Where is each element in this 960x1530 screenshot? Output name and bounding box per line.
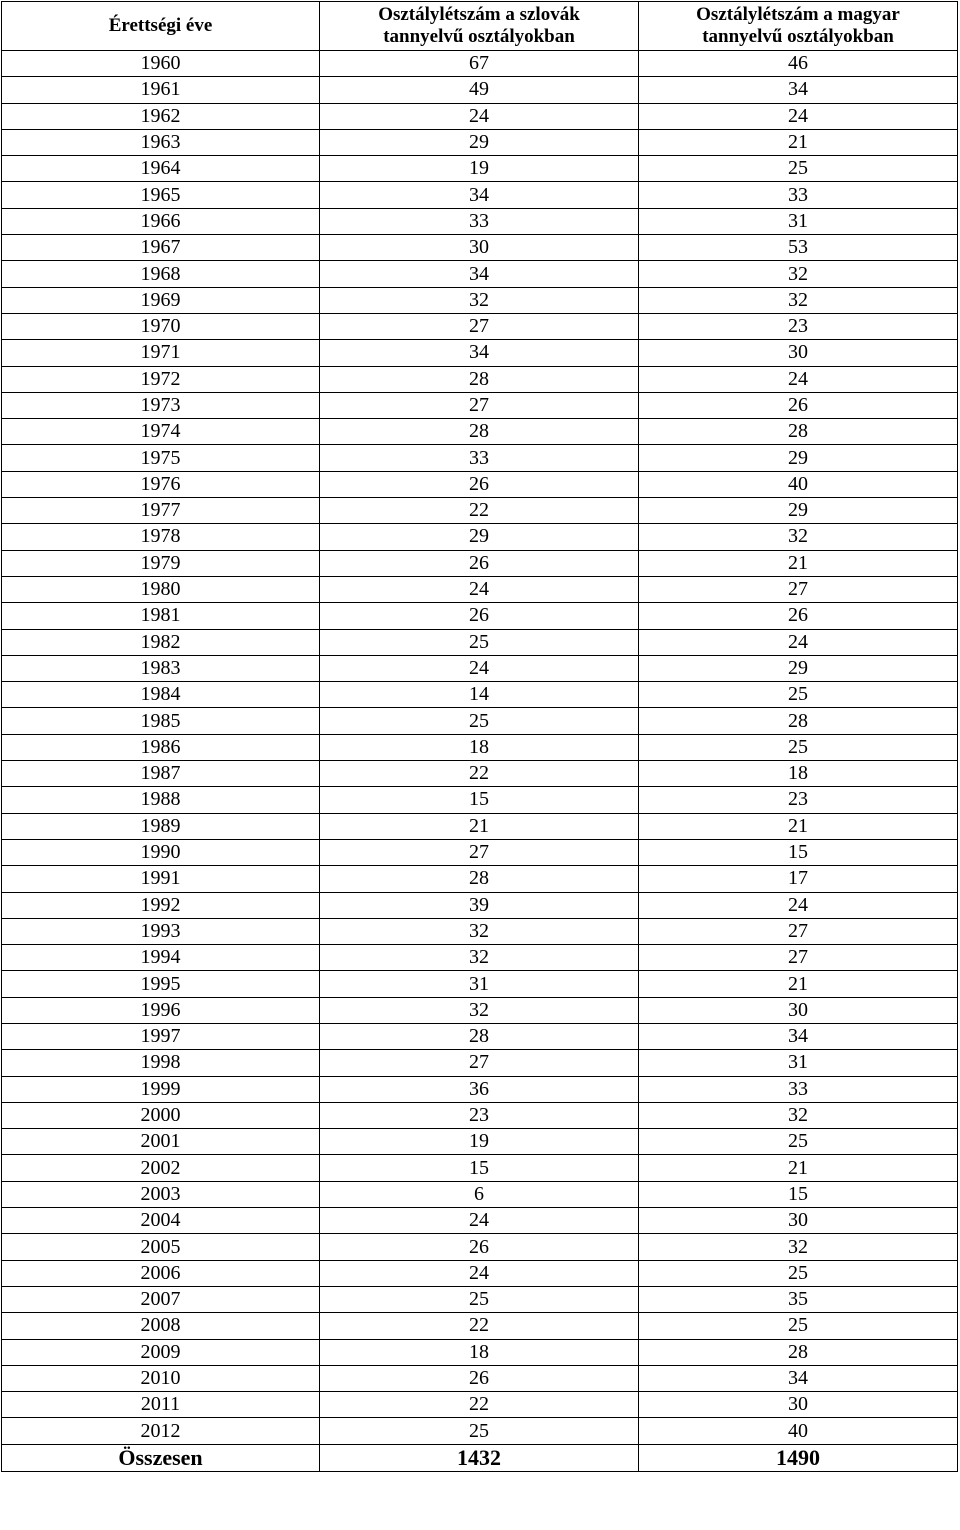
cell-slovak: 22: [320, 761, 639, 787]
table-row: [2, 1365, 958, 1391]
table-body: [2, 51, 958, 1445]
cell-hungarian: 25: [639, 682, 958, 708]
table-row: [2, 1181, 958, 1207]
cell-hungarian: 33: [639, 1076, 958, 1102]
cell-year: 1962: [2, 103, 320, 129]
cell-hungarian: 21: [639, 550, 958, 576]
cell-hungarian: 28: [639, 1339, 958, 1365]
cell-slovak: 23: [320, 1102, 639, 1128]
cell-year: 1993: [2, 918, 320, 944]
cell-hungarian: 21: [639, 1155, 958, 1181]
cell-hungarian: 31: [639, 208, 958, 234]
cell-slovak: 24: [320, 103, 639, 129]
total-hungarian: 1490: [639, 1444, 958, 1471]
cell-slovak: 49: [320, 77, 639, 103]
cell-year: 2002: [2, 1155, 320, 1181]
cell-hungarian: 29: [639, 498, 958, 524]
table-row: [2, 1129, 958, 1155]
cell-slovak: 25: [320, 629, 639, 655]
cell-slovak: 24: [320, 576, 639, 602]
cell-year: 1975: [2, 445, 320, 471]
cell-slovak: 19: [320, 156, 639, 182]
cell-hungarian: 25: [639, 734, 958, 760]
cell-hungarian: 53: [639, 235, 958, 261]
cell-hungarian: 24: [639, 366, 958, 392]
table-row: [2, 1155, 958, 1181]
cell-hungarian: 28: [639, 708, 958, 734]
cell-year: 2010: [2, 1365, 320, 1391]
table-row: [2, 603, 958, 629]
table-row: [2, 156, 958, 182]
cell-slovak: 67: [320, 51, 639, 77]
table-row: [2, 445, 958, 471]
cell-year: 1979: [2, 550, 320, 576]
cell-hungarian: 21: [639, 971, 958, 997]
table-row: [2, 1208, 958, 1234]
table-row: [2, 682, 958, 708]
cell-year: 2006: [2, 1260, 320, 1286]
cell-hungarian: 34: [639, 1023, 958, 1049]
cell-year: 2000: [2, 1102, 320, 1128]
cell-hungarian: 23: [639, 787, 958, 813]
cell-hungarian: 25: [639, 156, 958, 182]
table-row: [2, 471, 958, 497]
cell-year: 1987: [2, 761, 320, 787]
table-row: [2, 655, 958, 681]
cell-hungarian: 23: [639, 313, 958, 339]
cell-year: 1964: [2, 156, 320, 182]
cell-slovak: 36: [320, 1076, 639, 1102]
cell-year: 1985: [2, 708, 320, 734]
table-row: [2, 1234, 958, 1260]
cell-year: 1973: [2, 392, 320, 418]
cell-slovak: 25: [320, 1286, 639, 1312]
cell-hungarian: 32: [639, 524, 958, 550]
cell-year: 1996: [2, 997, 320, 1023]
cell-year: 1998: [2, 1050, 320, 1076]
cell-slovak: 25: [320, 1418, 639, 1444]
cell-hungarian: 31: [639, 1050, 958, 1076]
cell-slovak: 33: [320, 208, 639, 234]
cell-slovak: 6: [320, 1181, 639, 1207]
table-row: [2, 392, 958, 418]
table-row: [2, 866, 958, 892]
cell-year: 2008: [2, 1313, 320, 1339]
header-year: Érettségi éve: [2, 2, 320, 51]
cell-year: 1995: [2, 971, 320, 997]
cell-slovak: 24: [320, 655, 639, 681]
cell-year: 1978: [2, 524, 320, 550]
table-row: [2, 524, 958, 550]
table-row: [2, 1418, 958, 1444]
table-row: [2, 313, 958, 339]
cell-slovak: 34: [320, 340, 639, 366]
cell-year: 2004: [2, 1208, 320, 1234]
table-row: [2, 1313, 958, 1339]
cell-year: 2009: [2, 1339, 320, 1365]
total-row: [2, 1444, 958, 1471]
table-row: [2, 1392, 958, 1418]
cell-slovak: 27: [320, 1050, 639, 1076]
header-hungarian-class-size: Osztálylétszám a magyar tannyelvű osztályokban: [639, 2, 958, 51]
table-row: [2, 261, 958, 287]
total-label: Összesen: [2, 1444, 320, 1471]
cell-hungarian: 27: [639, 918, 958, 944]
cell-hungarian: 32: [639, 1234, 958, 1260]
cell-slovak: 30: [320, 235, 639, 261]
cell-hungarian: 32: [639, 261, 958, 287]
cell-slovak: 33: [320, 445, 639, 471]
table-row: [2, 498, 958, 524]
cell-hungarian: 46: [639, 51, 958, 77]
cell-slovak: 24: [320, 1208, 639, 1234]
cell-hungarian: 21: [639, 129, 958, 155]
table-row: [2, 287, 958, 313]
cell-slovak: 28: [320, 866, 639, 892]
cell-slovak: 32: [320, 997, 639, 1023]
table-row: [2, 839, 958, 865]
cell-hungarian: 25: [639, 1260, 958, 1286]
cell-year: 1981: [2, 603, 320, 629]
table-footer: [2, 1444, 958, 1471]
cell-slovak: 32: [320, 945, 639, 971]
table-row: [2, 1286, 958, 1312]
cell-year: 1963: [2, 129, 320, 155]
cell-year: 2005: [2, 1234, 320, 1260]
cell-year: 2001: [2, 1129, 320, 1155]
cell-hungarian: 35: [639, 1286, 958, 1312]
table-row: [2, 918, 958, 944]
cell-slovak: 28: [320, 1023, 639, 1049]
table-row: [2, 103, 958, 129]
cell-slovak: 26: [320, 1234, 639, 1260]
cell-slovak: 24: [320, 1260, 639, 1286]
cell-year: 1986: [2, 734, 320, 760]
cell-slovak: 27: [320, 313, 639, 339]
table-row: [2, 182, 958, 208]
table-row: [2, 813, 958, 839]
cell-slovak: 34: [320, 261, 639, 287]
table-row: [2, 1260, 958, 1286]
table-row: [2, 997, 958, 1023]
cell-hungarian: 32: [639, 1102, 958, 1128]
cell-year: 1989: [2, 813, 320, 839]
class-size-table: [1, 1, 958, 1472]
cell-year: 1999: [2, 1076, 320, 1102]
cell-year: 1992: [2, 892, 320, 918]
cell-year: 1960: [2, 51, 320, 77]
table-row: [2, 945, 958, 971]
cell-slovak: 18: [320, 1339, 639, 1365]
table-row: [2, 787, 958, 813]
table-row: [2, 708, 958, 734]
cell-year: 1982: [2, 629, 320, 655]
table-row: [2, 971, 958, 997]
table-row: [2, 1102, 958, 1128]
cell-year: 1990: [2, 839, 320, 865]
cell-hungarian: 30: [639, 997, 958, 1023]
cell-year: 1976: [2, 471, 320, 497]
table-row: [2, 892, 958, 918]
cell-hungarian: 33: [639, 182, 958, 208]
table-row: [2, 235, 958, 261]
total-slovak: 1432: [320, 1444, 639, 1471]
cell-hungarian: 34: [639, 77, 958, 103]
cell-hungarian: 17: [639, 866, 958, 892]
cell-hungarian: 24: [639, 103, 958, 129]
table-row: [2, 1050, 958, 1076]
cell-year: 2012: [2, 1418, 320, 1444]
cell-hungarian: 27: [639, 576, 958, 602]
cell-hungarian: 15: [639, 839, 958, 865]
cell-slovak: 26: [320, 550, 639, 576]
cell-hungarian: 34: [639, 1365, 958, 1391]
cell-hungarian: 32: [639, 287, 958, 313]
table-header: [2, 2, 958, 51]
cell-year: 1966: [2, 208, 320, 234]
cell-hungarian: 26: [639, 392, 958, 418]
cell-slovak: 15: [320, 787, 639, 813]
cell-hungarian: 24: [639, 629, 958, 655]
cell-slovak: 22: [320, 498, 639, 524]
cell-year: 1980: [2, 576, 320, 602]
cell-slovak: 26: [320, 1365, 639, 1391]
cell-hungarian: 24: [639, 892, 958, 918]
table-row: [2, 419, 958, 445]
cell-slovak: 15: [320, 1155, 639, 1181]
cell-year: 1971: [2, 340, 320, 366]
cell-year: 1972: [2, 366, 320, 392]
cell-year: 2007: [2, 1286, 320, 1312]
header-row: [2, 2, 958, 51]
cell-slovak: 28: [320, 366, 639, 392]
table-row: [2, 366, 958, 392]
cell-slovak: 29: [320, 524, 639, 550]
table-row: [2, 129, 958, 155]
table-row: [2, 629, 958, 655]
cell-year: 1967: [2, 235, 320, 261]
cell-slovak: 21: [320, 813, 639, 839]
cell-year: 1983: [2, 655, 320, 681]
cell-slovak: 18: [320, 734, 639, 760]
table-row: [2, 208, 958, 234]
cell-slovak: 14: [320, 682, 639, 708]
table-row: [2, 761, 958, 787]
cell-hungarian: 40: [639, 1418, 958, 1444]
cell-slovak: 31: [320, 971, 639, 997]
cell-hungarian: 15: [639, 1181, 958, 1207]
cell-slovak: 25: [320, 708, 639, 734]
cell-hungarian: 30: [639, 1392, 958, 1418]
table-row: [2, 51, 958, 77]
table-row: [2, 77, 958, 103]
cell-slovak: 32: [320, 918, 639, 944]
cell-hungarian: 40: [639, 471, 958, 497]
cell-year: 1969: [2, 287, 320, 313]
cell-year: 1977: [2, 498, 320, 524]
cell-year: 2003: [2, 1181, 320, 1207]
cell-hungarian: 27: [639, 945, 958, 971]
cell-slovak: 27: [320, 392, 639, 418]
cell-year: 1965: [2, 182, 320, 208]
cell-year: 1961: [2, 77, 320, 103]
cell-year: 1988: [2, 787, 320, 813]
cell-slovak: 26: [320, 471, 639, 497]
cell-hungarian: 25: [639, 1313, 958, 1339]
cell-year: 1970: [2, 313, 320, 339]
cell-slovak: 29: [320, 129, 639, 155]
cell-slovak: 27: [320, 839, 639, 865]
cell-slovak: 19: [320, 1129, 639, 1155]
cell-hungarian: 29: [639, 445, 958, 471]
cell-year: 1968: [2, 261, 320, 287]
cell-slovak: 39: [320, 892, 639, 918]
cell-hungarian: 21: [639, 813, 958, 839]
cell-year: 1974: [2, 419, 320, 445]
cell-year: 1991: [2, 866, 320, 892]
table-row: [2, 1339, 958, 1365]
cell-year: 2011: [2, 1392, 320, 1418]
table-row: [2, 1023, 958, 1049]
cell-slovak: 22: [320, 1313, 639, 1339]
table-row: [2, 576, 958, 602]
cell-slovak: 22: [320, 1392, 639, 1418]
cell-hungarian: 25: [639, 1129, 958, 1155]
cell-hungarian: 30: [639, 340, 958, 366]
cell-slovak: 26: [320, 603, 639, 629]
cell-hungarian: 28: [639, 419, 958, 445]
cell-hungarian: 30: [639, 1208, 958, 1234]
table-row: [2, 550, 958, 576]
cell-slovak: 32: [320, 287, 639, 313]
cell-hungarian: 29: [639, 655, 958, 681]
cell-slovak: 28: [320, 419, 639, 445]
table-row: [2, 340, 958, 366]
cell-hungarian: 26: [639, 603, 958, 629]
table-row: [2, 734, 958, 760]
cell-year: 1994: [2, 945, 320, 971]
cell-hungarian: 18: [639, 761, 958, 787]
table-row: [2, 1076, 958, 1102]
cell-year: 1984: [2, 682, 320, 708]
cell-year: 1997: [2, 1023, 320, 1049]
header-slovak-class-size: Osztálylétszám a szlovák tannyelvű osztályokban: [320, 2, 639, 51]
cell-slovak: 34: [320, 182, 639, 208]
